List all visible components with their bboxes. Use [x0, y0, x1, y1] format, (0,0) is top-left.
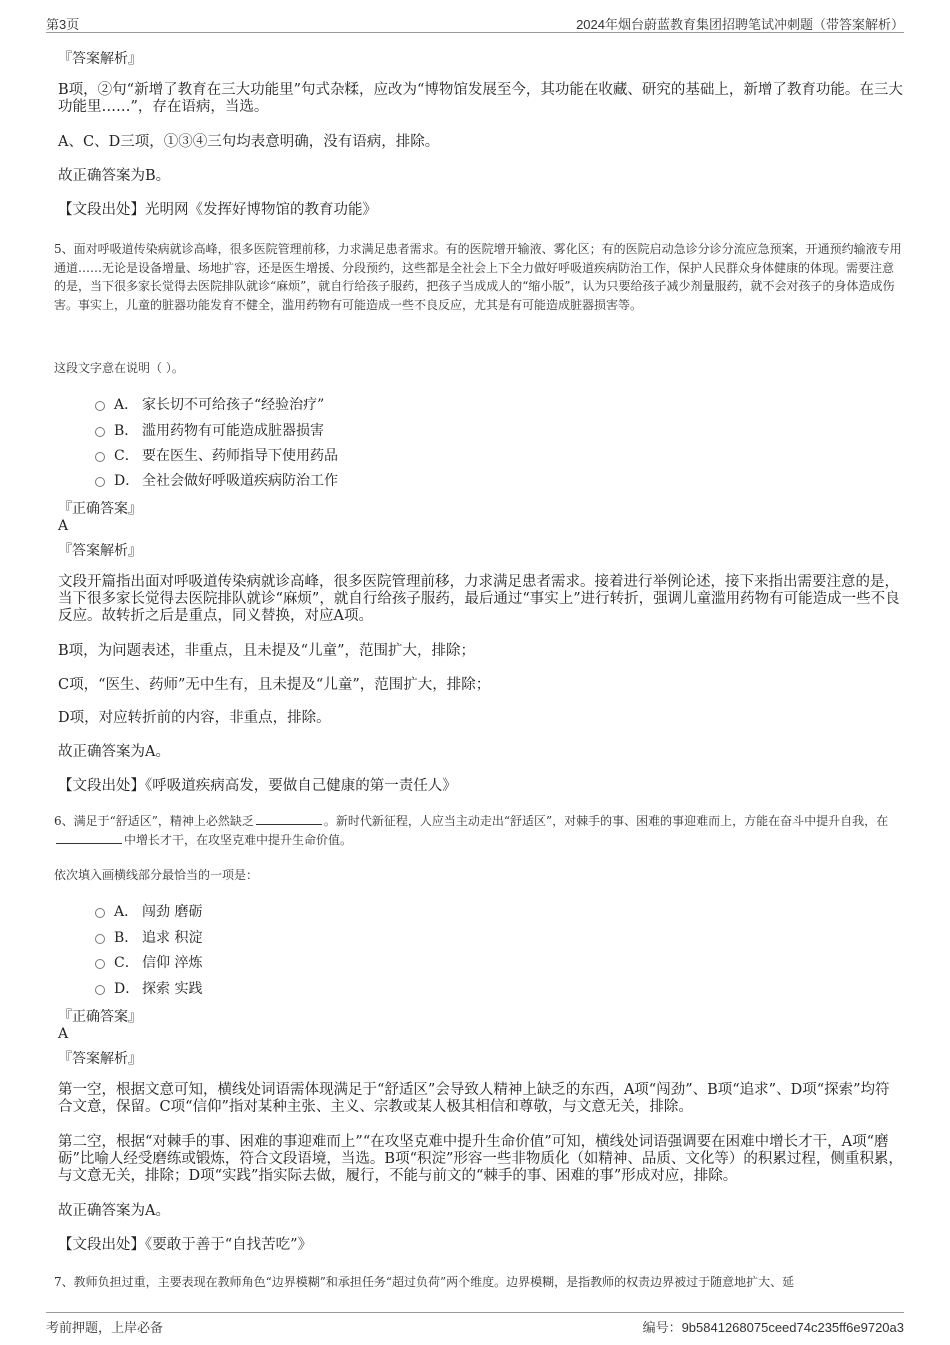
analysis-paragraph: C项，“医生、药师”无中生有，且未提及“儿童”，范围扩大，排除；: [58, 677, 491, 693]
question-prompt: 这段文字意在说明（ ）。: [54, 361, 184, 375]
analysis-paragraph: 第一空，根据文意可知，横线处词语需体现满足于“舒适区”会导致人精神上缺乏的东西，A项“闯劲”、B项“追求”、D项“探索”均符合文意，保留。C项“信仰”指对某种主张、主义、宗教或某人极其相信和尊敬，与文意无关，排除。: [58, 1082, 890, 1115]
option-d[interactable]: D． 全社会做好呼吸道疾病防治工作: [95, 470, 338, 490]
question-stem: 6、满足于“舒适区”，精神上必然缺乏 。新时代新征程，人应当主动走出“舒适区”，对棘手的事、困难的事迎难而上，方能在奋斗中提升自我，在中增长才干，在攻坚克难中提升生命价值。: [54, 814, 889, 847]
question-stem: 7、教师负担过重，主要表现在教师角色“边界模糊”和承担任务“超过负荷”两个维度。边界模糊，是指教师的权责边界被过于随意地扩大、延: [54, 1275, 795, 1289]
analysis-paragraph: 文段开篇指出面对呼吸道传染病就诊高峰，很多医院管理前移，力求满足患者需求。接着进行举例论述，接下来指出需要注意的是，当下很多家长觉得去医院排队就诊“麻烦”，就自行给孩子服药，最后通过“事实上”进行转折，强调儿童滥用药物有可能造成一些不良反应。故转折之后是重点，同义替换，对应A项。: [58, 574, 900, 624]
correct-answer-label: 『正确答案』: [58, 501, 142, 517]
analysis-paragraph: A、C、D三项，①③④三句均表意明确，没有语病，排除。: [58, 134, 440, 150]
analysis-conclusion: 故正确答案为A。: [58, 1203, 170, 1219]
analysis-paragraph: B项，②句“新增了教育在三大功能里”句式杂糅，应改为“博物馆发展至今，其功能在收藏、研究的基础上，新增了教育功能。在三大功能里……”，存在语病，当选。: [58, 82, 903, 115]
analysis-paragraph: 第二空，根据“对棘手的事、困难的事迎难而上”“在攻坚克难中提升生命价值”可知，横线处词语强调要在困难中增长才干，A项“磨砺”比喻人经受磨练或锻炼，符合文段语境，当选。B项“积淀”形容一些非物质化（如精神、品质、文化等）的积累过程，侧重积累，与文意无关，排除；D项“实践”指实际去做，履行，不能与前文的“棘手的事、困难的事”形成对应，排除。: [58, 1134, 903, 1184]
option-b[interactable]: B． 追求 积淀: [95, 927, 202, 947]
document-code: 编号：9b5841268075ceed74c235ff6e9720a3: [642, 1320, 904, 1335]
correct-answer-value: A: [58, 518, 69, 534]
radio-icon[interactable]: [95, 934, 105, 944]
radio-icon[interactable]: [95, 427, 105, 437]
page-footer: [46, 1312, 904, 1335]
option-d[interactable]: D． 探索 实践: [95, 978, 202, 998]
footer-slogan: 考前押题，上岸必备: [46, 1320, 164, 1335]
correct-answer-label: 『正确答案』: [58, 1009, 142, 1025]
correct-answer-value: A: [58, 1026, 69, 1042]
analysis-label: 『答案解析』: [58, 51, 142, 67]
analysis-paragraph: B项，为问题表述，非重点，且未提及“儿童”，范围扩大，排除；: [58, 643, 475, 659]
analysis-label: 『答案解析』: [58, 1051, 142, 1067]
source-citation: 【文段出处】光明网《发挥好博物馆的教育功能》: [58, 202, 377, 218]
analysis-conclusion: 故正确答案为B。: [58, 168, 171, 184]
radio-icon[interactable]: [95, 908, 105, 918]
question-stem: 5、面对呼吸道传染病就诊高峰，很多医院管理前移，力求满足患者需求。有的医院增开输液、雾化区；有的医院启动急诊分诊分流应急预案，开通预约输液专用通道……无论是设备增量、场地扩容，还是医生增援、分段预约，这些都是全社会上下全力做好呼吸道疾病防治工作，保护人民群众身体健康的体现。需要注意的是，当下很多家长觉得去医院排队就诊“麻烦”，就自行给孩子服药，把孩子当成成人的“缩小版”，认为只要给孩子减少剂量服药，就不会对孩子的身体造成伤害。事实上，儿童的脏器功能发育不健全，滥用药物有可能造成一些不良反应，尤其是有可能造成脏器损害等。: [54, 242, 902, 312]
page-number: 第3页: [46, 17, 80, 32]
analysis-label: 『答案解析』: [58, 543, 142, 559]
source-citation: 【文段出处】《呼吸道疾病高发，要做自己健康的第一责任人》: [58, 778, 457, 794]
option-a[interactable]: A． 家长切不可给孩子“经验治疗”: [95, 394, 324, 414]
radio-icon[interactable]: [95, 452, 105, 462]
fill-blank: [256, 813, 322, 825]
option-c[interactable]: C． 信仰 淬炼: [95, 952, 202, 972]
option-b[interactable]: B． 滥用药物有可能造成脏器损害: [95, 420, 324, 440]
analysis-conclusion: 故正确答案为A。: [58, 744, 170, 760]
question-prompt: 依次填入画横线部分最恰当的一项是：: [54, 868, 259, 882]
option-a[interactable]: A． 闯劲 磨砺: [95, 901, 202, 921]
radio-icon[interactable]: [95, 985, 105, 995]
source-citation: 【文段出处】《要敢于善于“自找苦吃”》: [58, 1237, 313, 1253]
page-header: [46, 10, 904, 33]
option-c[interactable]: C． 要在医生、药师指导下使用药品: [95, 445, 338, 465]
radio-icon[interactable]: [95, 477, 105, 487]
radio-icon[interactable]: [95, 959, 105, 969]
radio-icon[interactable]: [95, 401, 105, 411]
analysis-paragraph: D项，对应转折前的内容，非重点，排除。: [58, 710, 331, 726]
fill-blank: [56, 832, 122, 844]
document-title: 2024年烟台蔚蓝教育集团招聘笔试冲刺题（带答案解析）: [576, 17, 904, 32]
